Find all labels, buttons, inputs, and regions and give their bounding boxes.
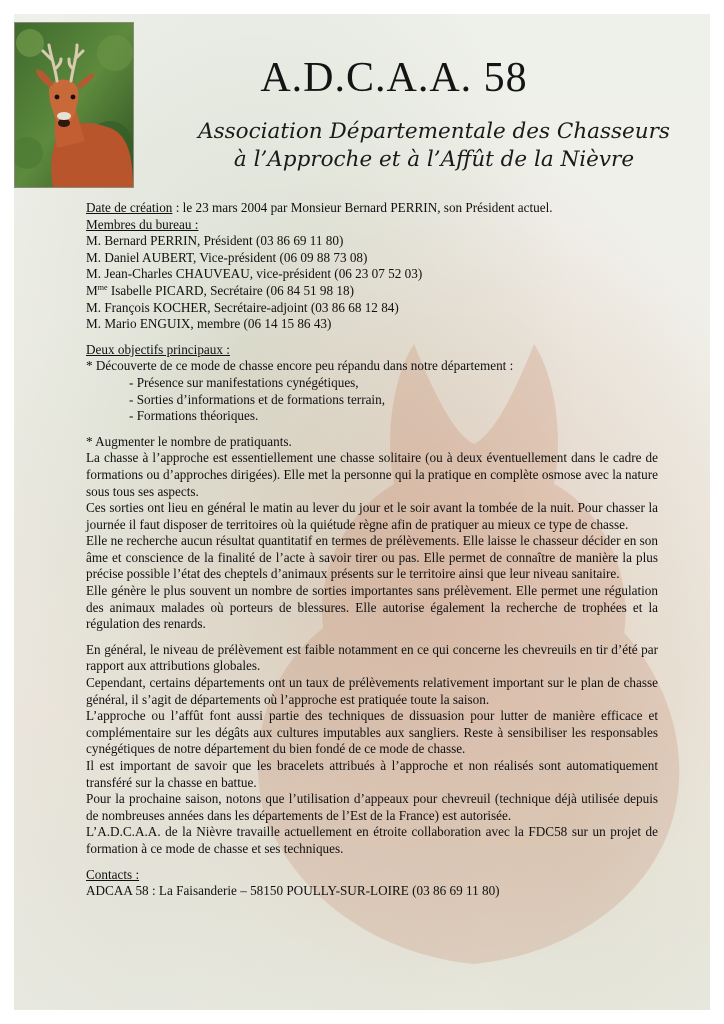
- paragraph: Il est important de savoir que les bracelets attribués à l’approche et non réalisés sont automatiquement transféré sur la chasse en battue.: [86, 758, 658, 790]
- paragraph: La chasse à l’approche est essentiellement une chasse solitaire (ou à deux éventuellement dans le cadre de formations ou d’approches dirigées). Elle met la personne qui la pratique en complète osmose avec la nature sous tous ses aspects.: [86, 450, 658, 499]
- contacts-address: ADCAA 58 : La Faisanderie – 58150 POULLY-SUR-LOIRE (03 86 69 11 80): [86, 883, 500, 899]
- bureau-section: [86, 217, 658, 333]
- harvest-section: [86, 642, 658, 858]
- creation-line: [86, 200, 658, 217]
- objectives-section: [86, 342, 658, 425]
- member-title-sup: me: [97, 282, 108, 292]
- bureau-member: M. Daniel AUBERT, Vice-président (06 09 88 73 08): [86, 249, 368, 265]
- objective-subitem: - Sorties d’informations et de formations terrain,: [129, 391, 385, 407]
- paragraph: Elle ne recherche aucun résultat quantitatif en termes de prélèvements. Elle laisse le chasseur décider en son âme et conscience de la finalité de l’acte à savoir tirer ou pas. Elle permet de connaître de manière la plus précise possible l’état des cheptels d’animaux présents sur le territoire ainsi que leur niveau sanitaire.: [86, 533, 658, 582]
- document-page: [14, 14, 710, 1010]
- bureau-member: [86, 283, 658, 300]
- subtitle: [174, 118, 694, 174]
- creation-text: : le 23 mars 2004 par Monsieur Bernard PERRIN, son Président actuel.: [172, 200, 553, 215]
- objective-item: * Découverte de ce mode de chasse encore peu répandu dans notre département :: [86, 358, 514, 374]
- main-title: A.D.C.A.A. 58: [260, 55, 528, 101]
- bureau-member: M. Jean-Charles CHAUVEAU, vice-président (06 23 07 52 03): [86, 266, 423, 282]
- document-body: [86, 200, 658, 900]
- subtitle-line-2: à l’Approche et à l’Affût de la Nièvre: [233, 147, 635, 172]
- contacts-section: [86, 867, 658, 900]
- roe-deer-photo: [14, 22, 134, 188]
- objective-subitem: - Formations théoriques.: [129, 408, 259, 424]
- paragraph: Ces sorties ont lieu en général le matin au lever du jour et le soir avant la tombée de la nuit. Pour chasser la journée il faut disposer de territoires où la quiétude règne afin de pratiquer au mieux ce type de chasse.: [86, 500, 658, 532]
- member-text: Isabelle PICARD, Secrétaire (06 84 51 98 18): [107, 282, 354, 298]
- bureau-member: M. François KOCHER, Secrétaire-adjoint (03 86 68 12 84): [86, 299, 399, 315]
- paragraph: L’approche ou l’affût font aussi partie des techniques de dissuasion pour lutter de manière efficace et complémentaire sur les dégâts aux cultures imputables aux sangliers. Reste à sensibiliser les responsables cynégétiques de notre département du bien fondé de ce mode de chasse.: [86, 708, 658, 757]
- contacts-label: Contacts :: [86, 866, 140, 882]
- paragraph: L’A.D.C.A.A. de la Nièvre travaille actuellement en étroite collaboration avec la FDC58 sur un projet de formation à ce mode de chasse et ses techniques.: [86, 824, 658, 856]
- paragraph: Elle génère le plus souvent un nombre de sorties importantes sans prélèvement. Elle permet une régulation des animaux malades où porteurs de blessures. Elle autorise également la recherche de trophées et la régulation des renards.: [86, 583, 658, 632]
- creation-label: Date de création: [86, 200, 173, 215]
- paragraph: Cependant, certains départements ont un taux de prélèvements relativement important sur le plan de chasse général, il s’agit de départements où l’approche est pratiquée toute la saison.: [86, 675, 658, 707]
- objectives-label: Deux objectifs principaux :: [86, 341, 230, 357]
- bureau-member: M. Bernard PERRIN, Président (03 86 69 11 80): [86, 233, 344, 249]
- objective-subitem: - Présence sur manifestations cynégétiques,: [129, 374, 359, 390]
- objective-item: * Augmenter le nombre de pratiquants.: [86, 433, 292, 449]
- bureau-member: M. Mario ENGUIX, membre (06 14 15 86 43): [86, 316, 332, 332]
- member-title-prefix: M: [86, 282, 98, 298]
- subtitle-line-1: Association Départementale des Chasseurs: [198, 119, 670, 144]
- paragraph: En général, le niveau de prélèvement est faible notamment en ce qui concerne les chevreuils en tir d’été par rapport aux attributions globales.: [86, 641, 658, 674]
- approach-section: [86, 450, 658, 633]
- paragraph: Pour la prochaine saison, notons que l’utilisation d’appeaux pour chevreuil (technique déjà utilisée depuis de nombreuses années dans les départements de l’Est de la France) est autorisée.: [86, 791, 658, 823]
- bureau-label: Membres du bureau :: [86, 216, 199, 232]
